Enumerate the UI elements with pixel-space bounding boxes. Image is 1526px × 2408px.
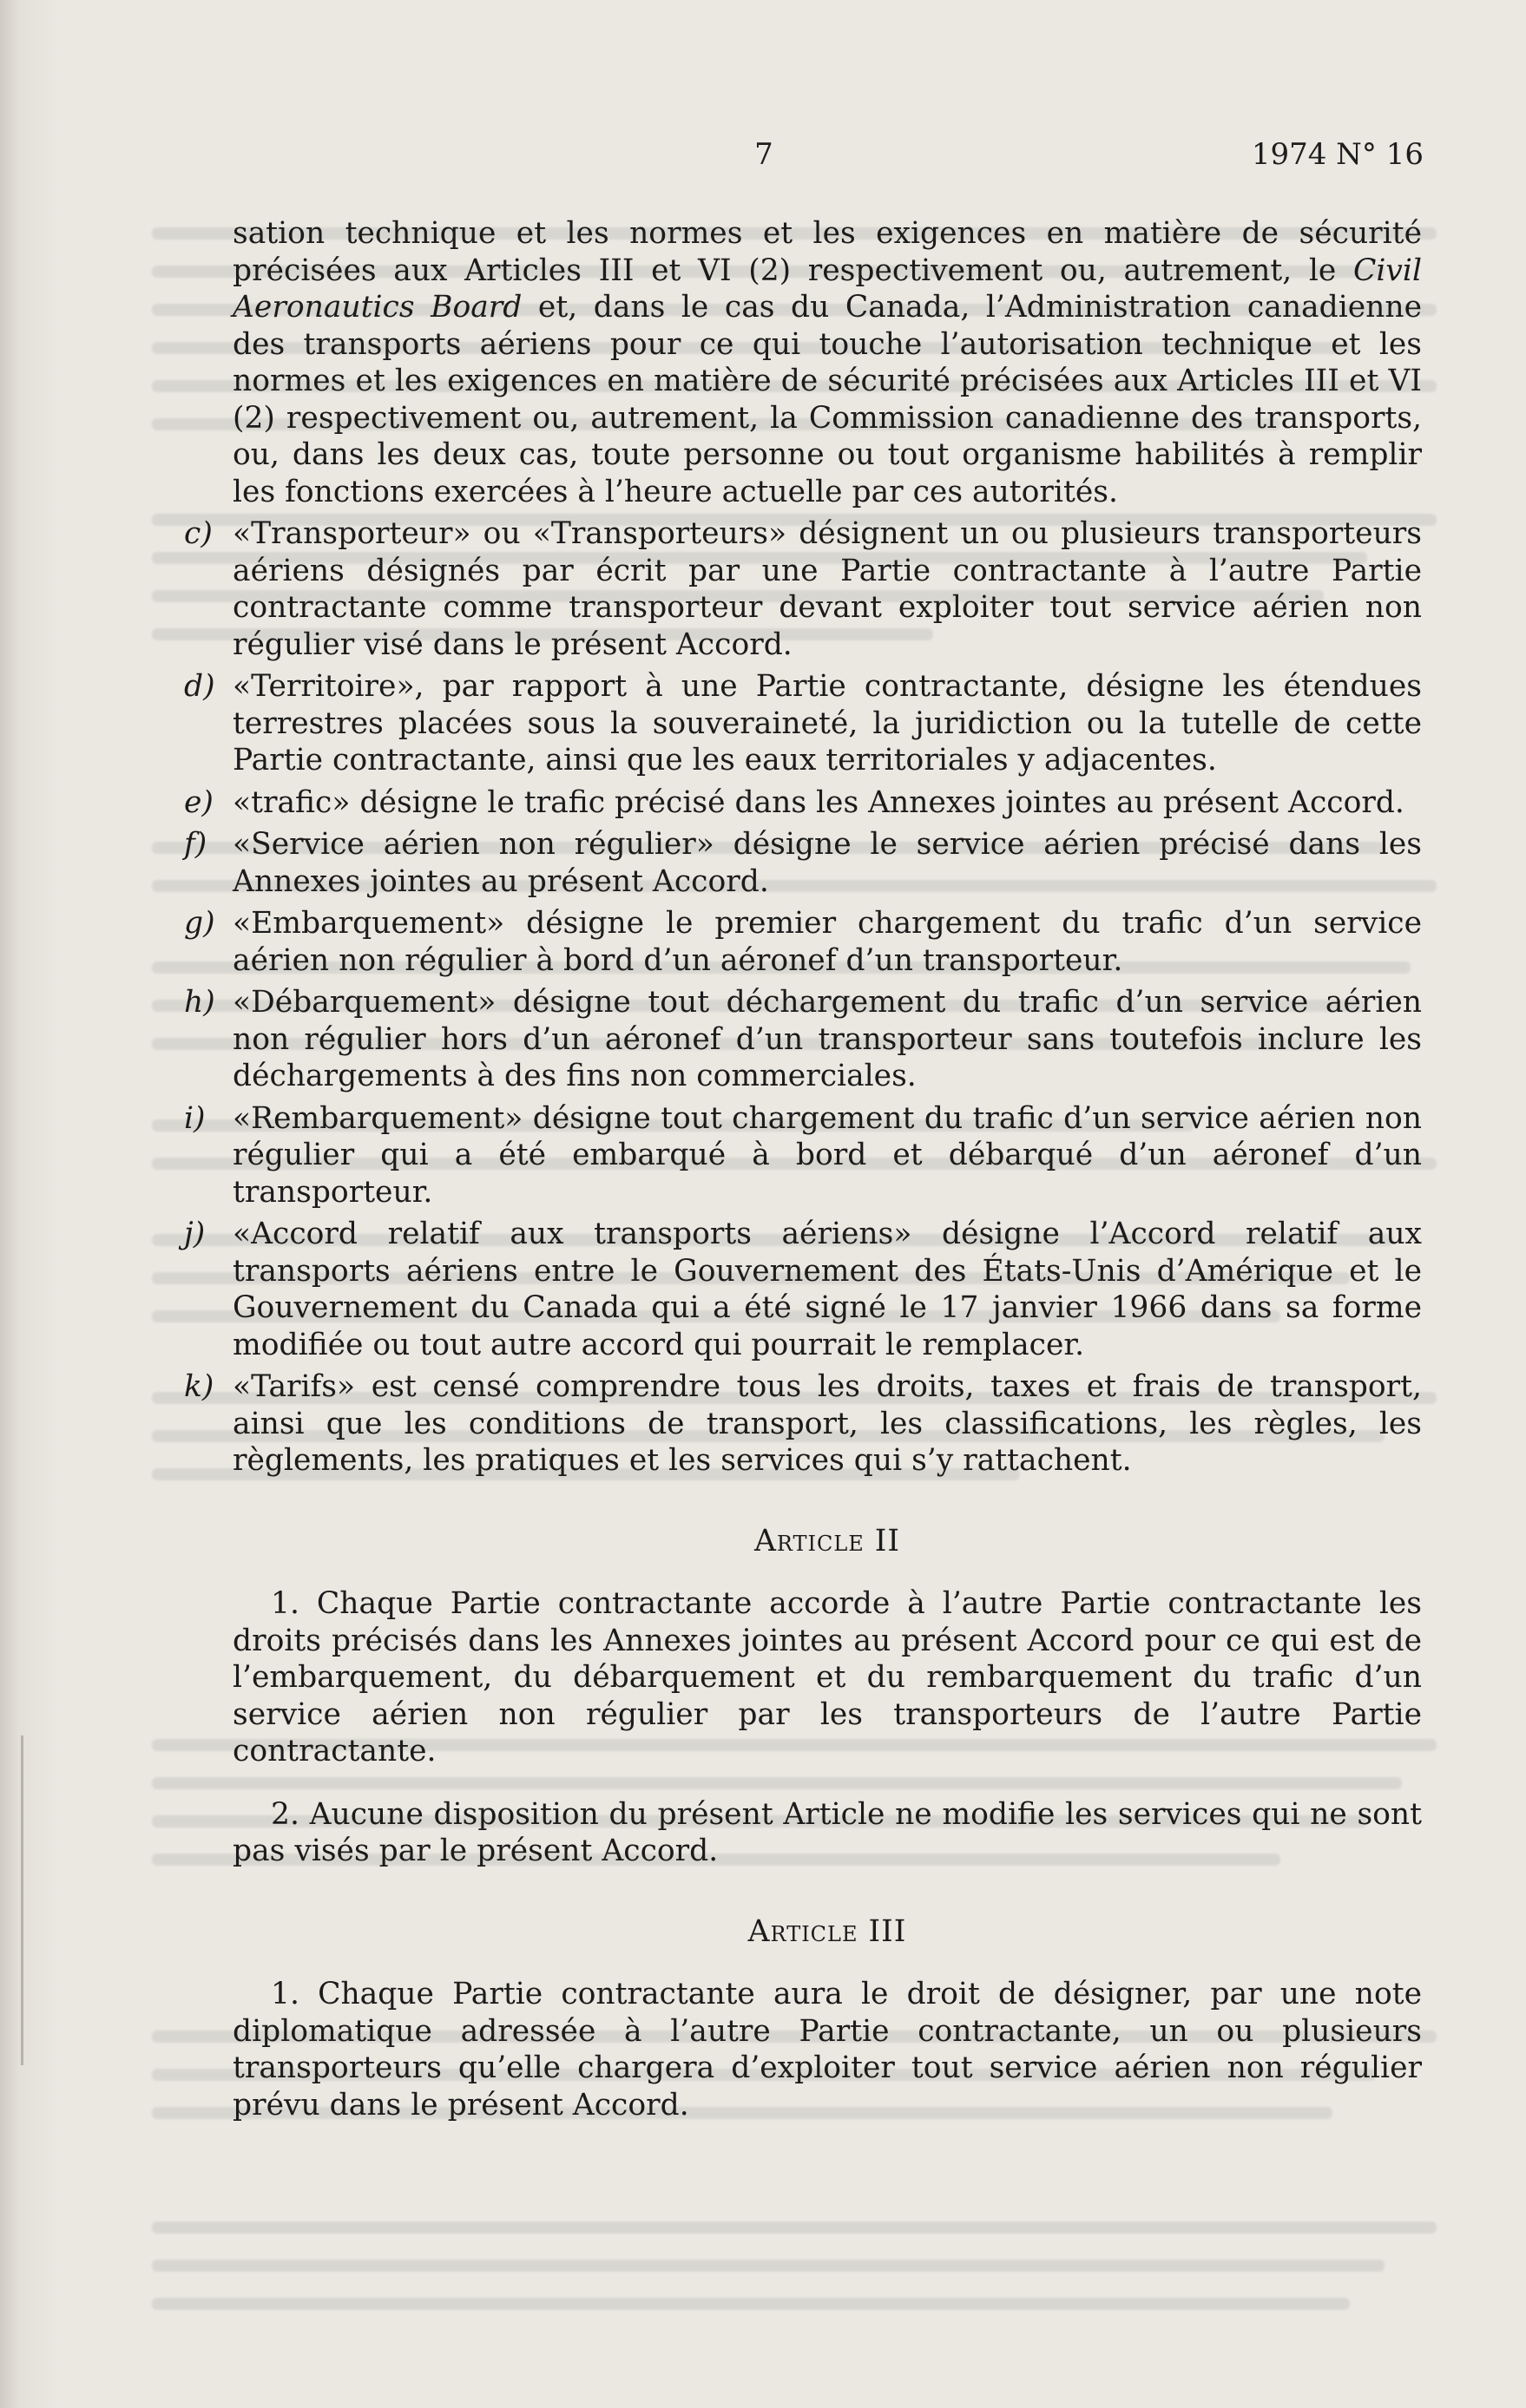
definition-text: «Service aérien non régulier» désigne le service aérien précisé dans les Annexes jointes au présent Accord.	[233, 827, 1422, 899]
body-text	[184, 215, 1422, 2123]
article-3-heading: Article III	[747, 1913, 907, 1949]
definition-text: «Accord relatif aux transports aériens» désigne l’Accord relatif aux transports aériens entre le Gouvernement des États-Unis d’Amérique et le Gouvernement du Canada qui a été signé le 17 janvier 1966 dans sa forme modifiée ou tout autre accord qui pourrait le remplacer.	[233, 1217, 1422, 1362]
definition-e	[184, 784, 1422, 822]
italic-term: Civil Aeronautics Board	[233, 253, 1422, 325]
definition-h	[184, 984, 1422, 1095]
definition-letter: d)	[184, 669, 215, 704]
definition-text: «Débarquement» désigne tout déchargement du trafic d’un service aérien non régulier hors d’un aéronef d’un transporteur sans toutefois inclure les déchargements à des fins non commerciales.	[233, 985, 1422, 1093]
definition-text: «Transporteur» ou «Transporteurs» désignent un ou plusieurs transporteurs aériens désignés par écrit par une Partie contractante à l’autre Partie contractante comme transporteur devant exploiter tout service aérien non régulier visé dans le présent Accord.	[233, 516, 1422, 662]
definition-letter: c)	[184, 516, 213, 551]
definition-letter: i)	[184, 1100, 206, 1136]
definition-letter: j)	[184, 1217, 206, 1251]
definition-g	[184, 905, 1422, 979]
running-header	[226, 137, 1424, 189]
article-3-paragraph-1: 1. Chaque Partie contractante aura le droit de désigner, par une note diplomatique adressée à l’autre Partie contractante, un ou plusieurs transporteurs qu’elle chargera d’exploiter tout service aérien non régulier prévu dans le présent Accord.	[233, 1977, 1422, 2123]
definition-j	[184, 1216, 1422, 1363]
definition-d	[184, 668, 1422, 779]
definition-letter: h)	[184, 985, 215, 1020]
definition-k	[184, 1368, 1422, 1480]
article-2-paragraph-1: 1. Chaque Partie contractante accorde à l’autre Partie contractante les droits précisés dans les Annexes jointes au présent Accord pour ce qui est de l’embarquement, du débarquement et du rembarquement du trafic d’un service aérien non régulier par les transporteurs de l’autre Partie contractante.	[233, 1586, 1422, 1768]
definition-letter: f)	[184, 827, 207, 862]
definition-text: «Territoire», par rapport à une Partie contractante, désigne les étendues terrestres placées sous la souveraineté, la juridiction ou la tutelle de cette Partie contractante, ainsi que les eaux territoriales y adjacentes.	[233, 669, 1422, 778]
intro-paragraph: sation technique et les normes et les exigences en matière de sécurité précisées aux Articles III et VI (2) respectivement ou, autrement, le Civil Aeronautics Board et, dans le cas du Canada, l’Administration canadienne des transports aériens pour ce qui touche l’autorisation technique et les normes et les exigences en matière de sécurité précisées aux Articles III et VI (2) respectivement ou, autrement, la Commission canadienne des transports, ou, dans les deux cas, toute personne ou tout organisme habilités à remplir les fonctions exercées à l’heure actuelle par ces autorités.	[233, 216, 1422, 509]
definition-letter: e)	[184, 784, 214, 820]
definition-text: «Embarquement» désigne le premier chargement du trafic d’un service aérien non régulier à bord d’un aéronef d’un transporteur.	[233, 906, 1422, 978]
article-2-paragraph-2: 2. Aucune disposition du présent Article ne modifie les services qui ne sont pas visés par le présent Accord.	[233, 1796, 1422, 1868]
definition-text: «Rembarquement» désigne tout chargement du trafic d’un service aérien non régulier qui a été embarqué à bord et débarqué d’un aéronef d’un transporteur.	[233, 1100, 1422, 1210]
binding-edge	[21, 1735, 23, 2065]
definition-text: «Tarifs» est censé comprendre tous les droits, taxes et frais de transport, ainsi que les conditions de transport, les classifications, les règles, les règlements, les pratiques et les services qui s’y rattachent.	[233, 1369, 1422, 1478]
definition-f	[184, 826, 1422, 900]
definition-letter: g)	[184, 906, 215, 941]
publication-reference: 1974 N° 16	[1251, 137, 1424, 172]
article-2-heading: Article II	[753, 1523, 901, 1558]
page-number: 7	[754, 137, 773, 172]
definition-letter: k)	[184, 1369, 214, 1404]
definition-c	[184, 515, 1422, 663]
definition-i	[184, 1100, 1422, 1211]
definition-text: «trafic» désigne le trafic précisé dans les Annexes jointes au présent Accord.	[233, 784, 1404, 820]
